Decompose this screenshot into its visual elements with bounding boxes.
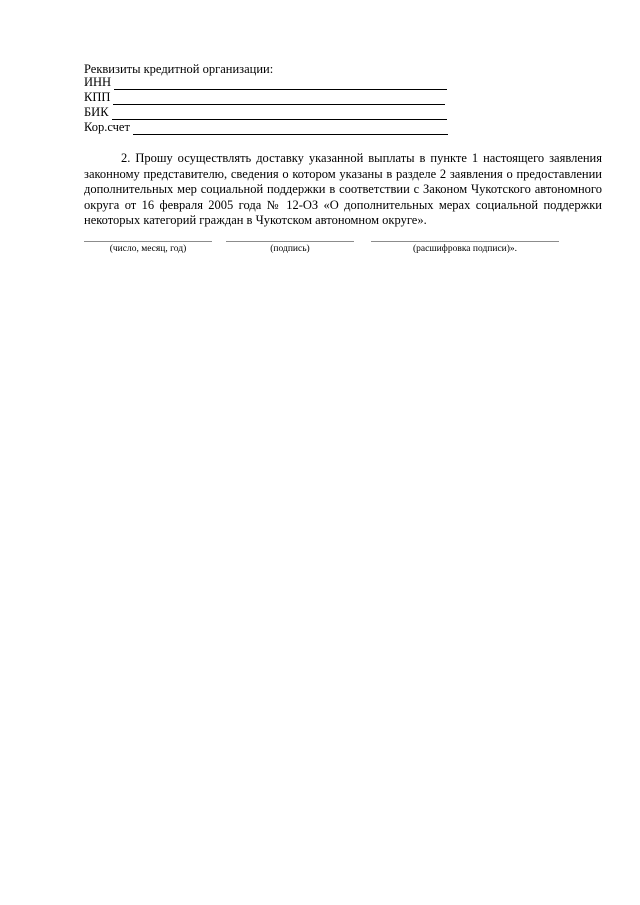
signature-block[interactable] bbox=[226, 241, 354, 256]
signature-caption: (подпись) bbox=[270, 244, 310, 254]
kpp-field[interactable] bbox=[84, 90, 445, 105]
bik-field[interactable] bbox=[84, 105, 447, 120]
bik-label: БИК bbox=[84, 105, 109, 119]
corr-account-label: Кор.счет bbox=[84, 120, 130, 134]
date-caption: (число, месяц, год) bbox=[109, 244, 187, 254]
kpp-line[interactable] bbox=[113, 92, 445, 105]
date-signature-block[interactable] bbox=[84, 241, 212, 256]
inn-field[interactable] bbox=[84, 75, 447, 90]
corr-account-line[interactable] bbox=[133, 122, 448, 135]
decoding-caption: (расшифровка подписи)». bbox=[412, 244, 518, 254]
corr-account-field[interactable] bbox=[84, 120, 448, 135]
inn-label: ИНН bbox=[84, 75, 112, 89]
bik-line[interactable] bbox=[112, 107, 447, 120]
requisites-heading: Реквизиты кредитной организации: bbox=[84, 62, 274, 76]
delivery-request-paragraph: 2. Прошу осуществлять доставку указанной выплаты в пункте 1 настоящего заявления законному представителю, сведения о котором указаны в разделе 2 заявления о предоставлении дополнительных мер социальной поддержки в соответствии с Законом Чукотского автономного округа от 16 февраля 2005 года № 12-ОЗ «О дополнительных мерах социальной поддержки некоторых категорий граждан в Чукотском автономном округе». bbox=[84, 151, 602, 228]
signature-decoding-block[interactable] bbox=[371, 241, 559, 256]
kpp-label: КПП bbox=[84, 90, 111, 104]
inn-line[interactable] bbox=[114, 77, 447, 90]
